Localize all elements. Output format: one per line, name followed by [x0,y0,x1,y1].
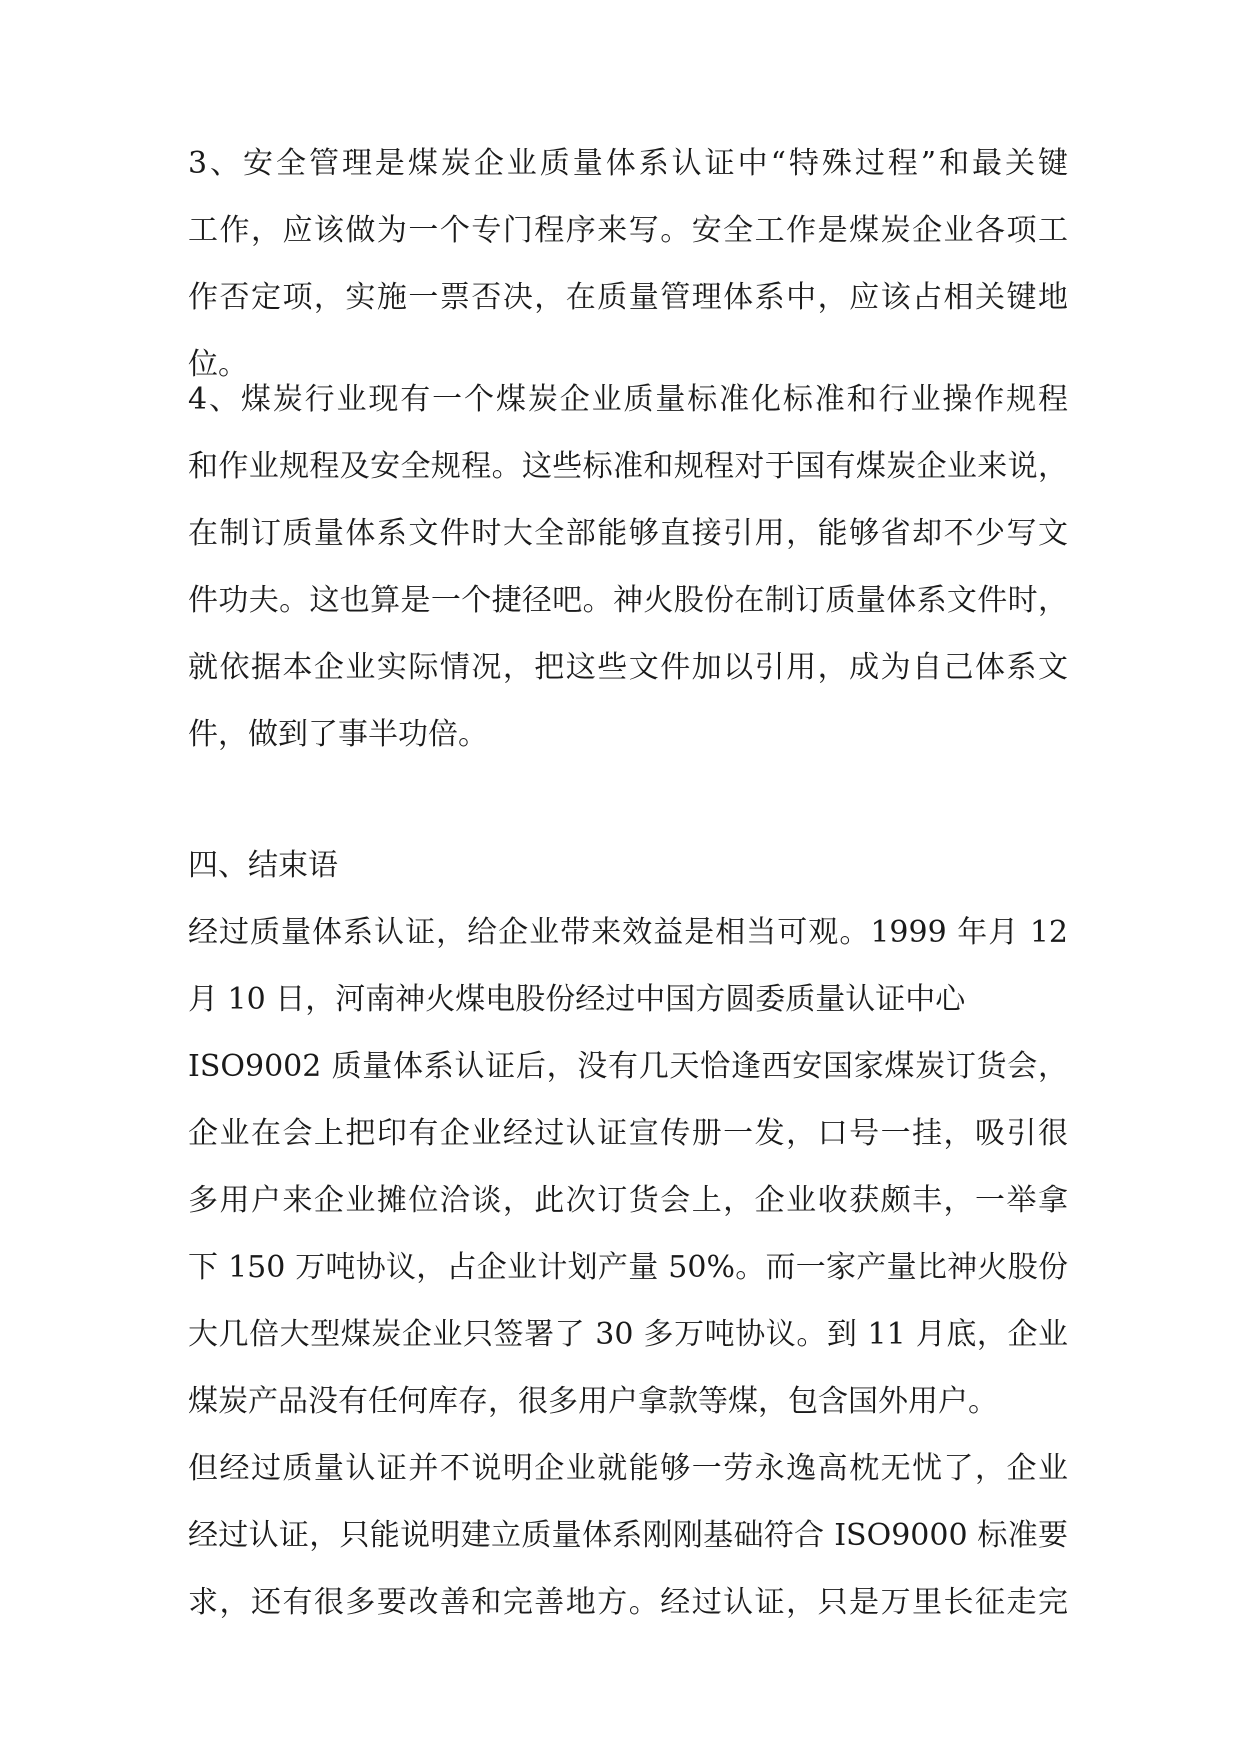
paragraph-line: 和作业规程及安全规程。这些标准和规程对于国有煤炭企业来说， [188,449,1068,484]
paragraph-line: 但经过质量认证并不说明企业就能够一劳永逸高枕无忧了，企业 [188,1451,1068,1486]
heading-text: 四、结束语 [188,848,338,883]
paragraph-line: 位。 [188,347,248,382]
paragraph-line: 就依据本企业实际情况，把这些文件加以引用，成为自己体系文 [188,650,1068,685]
section-heading-conclusion [188,832,1068,899]
section-3-paragraph [188,130,1068,398]
paragraph-line: 4、煤炭行业现有一个煤炭企业质量标准化标准和行业操作规程 [188,382,1068,417]
paragraph-line: 求，还有很多要改善和完善地方。经过认证，只是万里长征走完 [188,1585,1068,1620]
paragraph-line: 作否定项，实施一票否决，在质量管理体系中，应该占相关键地 [188,280,1068,315]
paragraph-line: 多用户来企业摊位洽谈，此次订货会上，企业收获颇丰，一举拿 [188,1183,1068,1218]
section-4-paragraph [188,366,1068,768]
paragraph-line: 在制订质量体系文件时大全部能够直接引用，能够省却不少写文 [188,516,1068,551]
paragraph-line: 经过质量体系认证，给企业带来效益是相当可观。1999 年月 12 [188,915,1068,950]
paragraph-line: 大几倍大型煤炭企业只签署了 30 多万吨协议。到 11 月底，企业 [188,1317,1068,1352]
paragraph-line: 煤炭产品没有任何库存，很多用户拿款等煤，包含国外用户。 [188,1384,998,1419]
conclusion-paragraph [188,899,1068,1636]
paragraph-line: 工作，应该做为一个专门程序来写。安全工作是煤炭企业各项工 [188,213,1068,248]
paragraph-line: 件功夫。这也算是一个捷径吧。神火股份在制订质量体系文件时， [188,583,1068,618]
paragraph-line: ISO9002 质量体系认证后，没有几天恰逢西安国家煤炭订货会， [188,1049,1068,1084]
paragraph-line: 经过认证，只能说明建立质量体系刚刚基础符合 ISO9000 标准要 [188,1518,1068,1553]
paragraph-line: 件，做到了事半功倍。 [188,717,488,752]
paragraph-line: 下 150 万吨协议，占企业计划产量 50%。而一家产量比神火股份 [188,1250,1068,1285]
paragraph-line: 企业在会上把印有企业经过认证宣传册一发，口号一挂，吸引很 [188,1116,1068,1151]
paragraph-line: 月 10 日，河南神火煤电股份经过中国方圆委质量认证中心 [188,982,966,1017]
paragraph-line: 3、安全管理是煤炭企业质量体系认证中“特殊过程”和最关键 [188,146,1068,181]
